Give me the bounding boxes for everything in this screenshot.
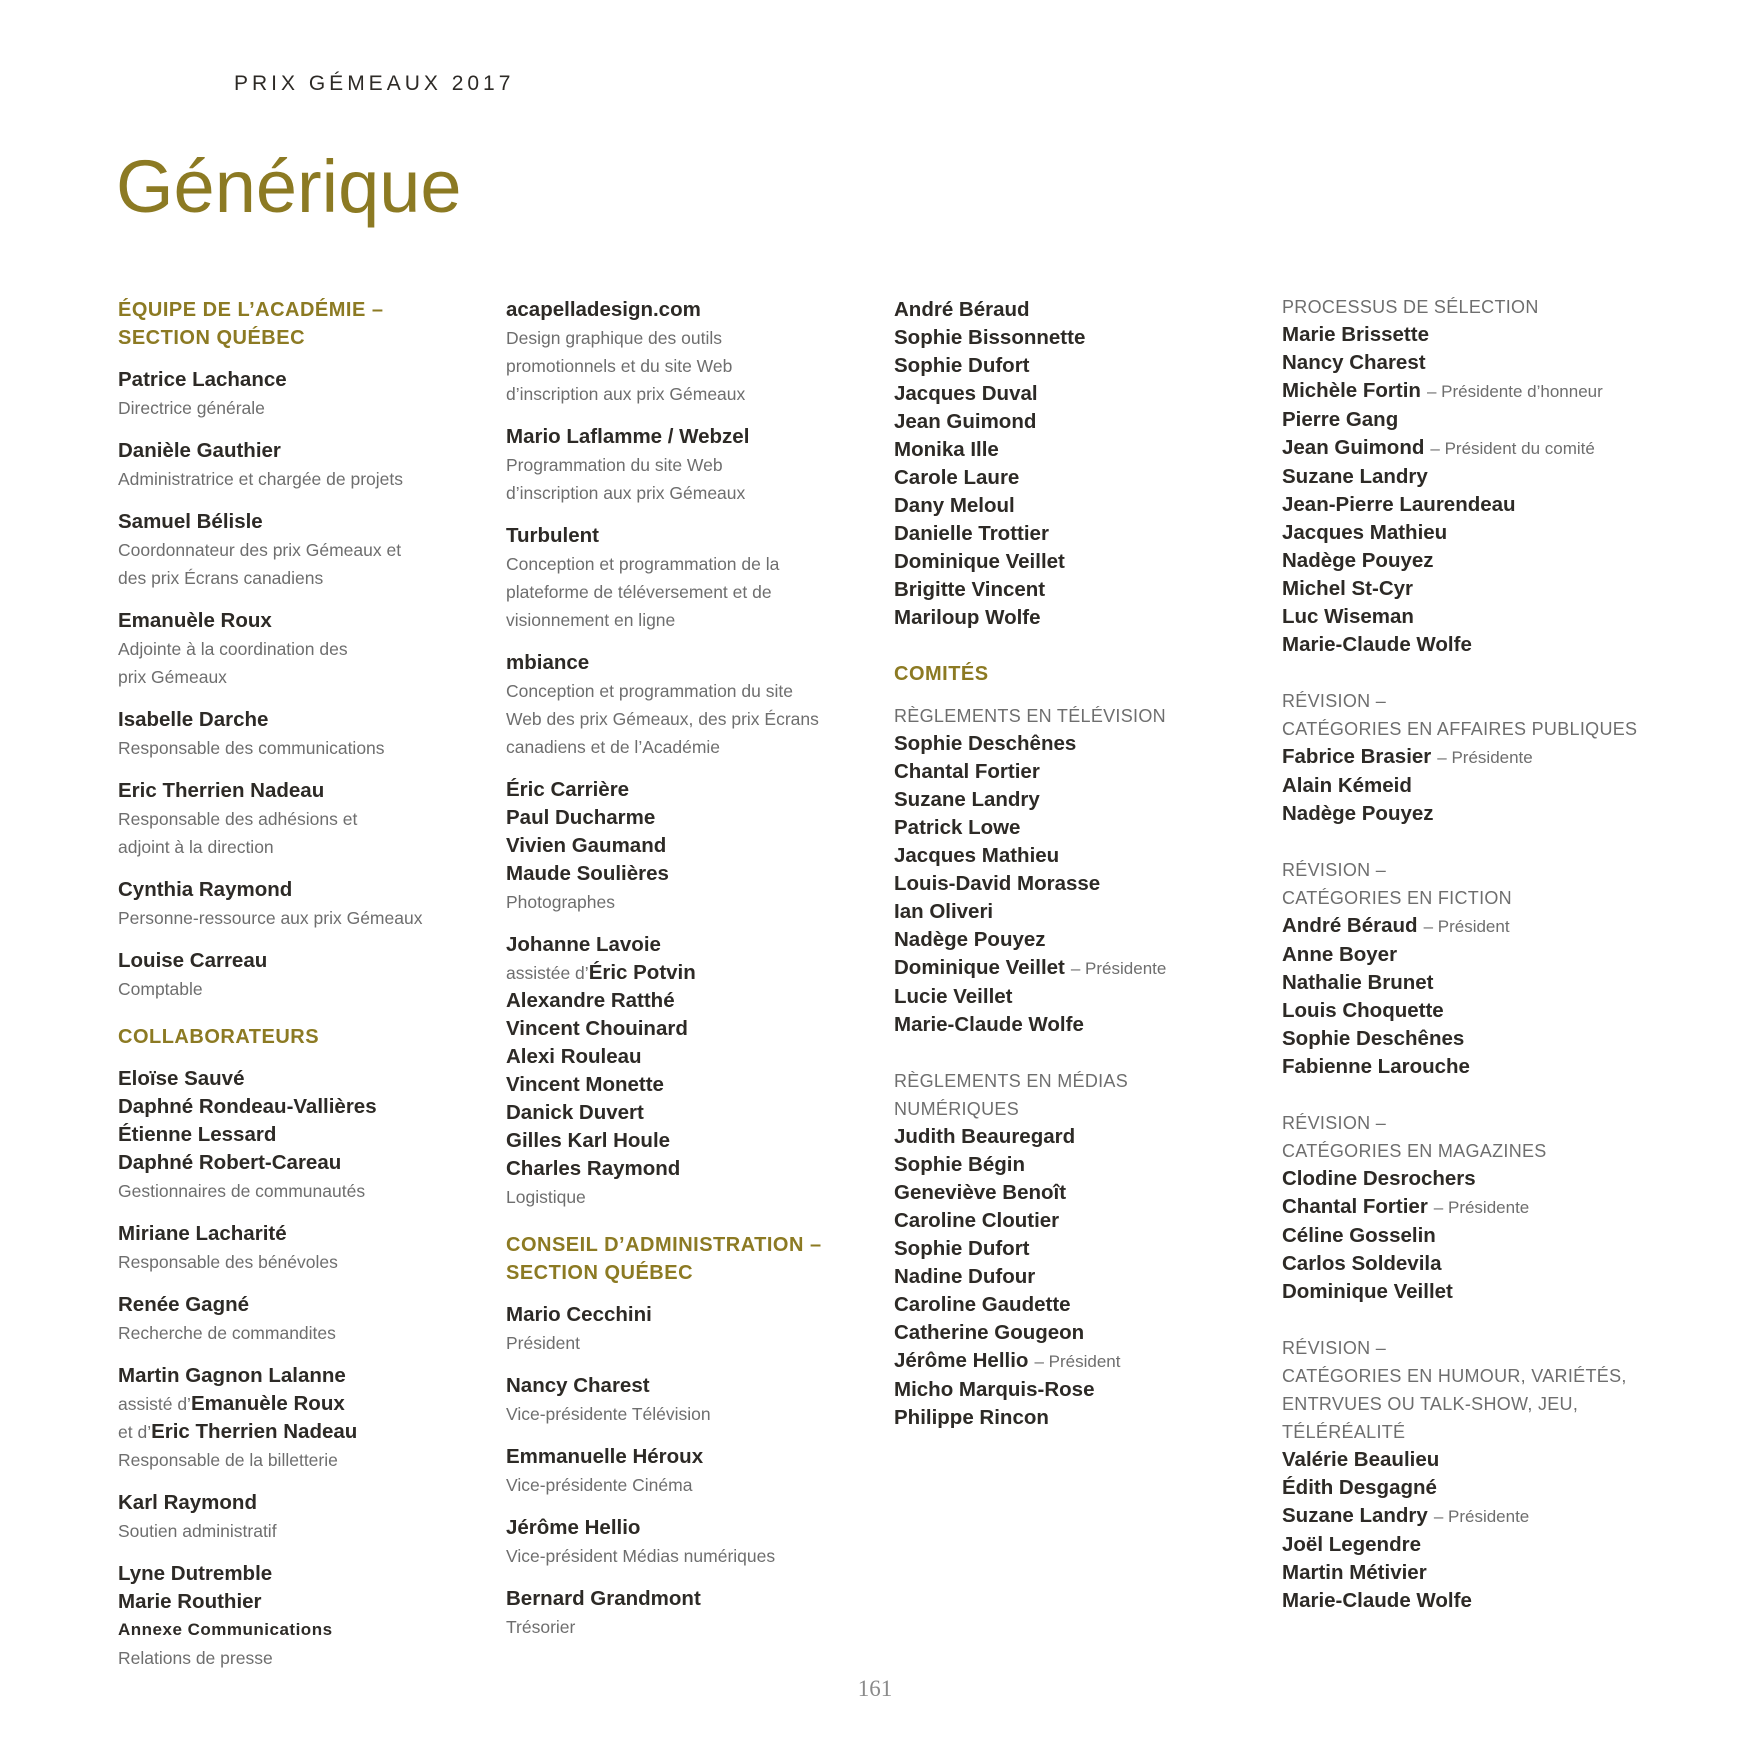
person-name: Karl Raymond: [118, 1491, 257, 1514]
credit-entry: [506, 522, 866, 634]
committee-title: RÉVISION –: [1282, 1338, 1387, 1358]
logistics-group: [506, 931, 866, 1211]
committee-member: [1282, 603, 1682, 631]
person-name: Marie Routhier: [118, 1590, 262, 1613]
person-name: Édith Desgagné: [1282, 1476, 1437, 1499]
person-name: Cynthia Raymond: [118, 878, 293, 901]
person-name: Carlos Soldevila: [1282, 1252, 1442, 1275]
person-name: Chantal Fortier: [894, 760, 1040, 783]
person-name: Alain Kémeid: [1282, 774, 1412, 797]
credit-entry: [118, 1220, 478, 1276]
credit-entry: [118, 1362, 478, 1474]
committee-title: CATÉGORIES EN HUMOUR, VARIÉTÉS,: [1282, 1366, 1627, 1386]
person-name: Jacques Mathieu: [894, 844, 1060, 867]
person-role: Recherche de commandites: [118, 1323, 336, 1343]
person-name: Lyne Dutremble: [118, 1562, 273, 1585]
person-name: Pierre Gang: [1282, 408, 1399, 431]
committee: [1282, 293, 1682, 659]
committee-member: [1282, 1587, 1682, 1615]
person-name: Miriane Lacharité: [118, 1222, 287, 1245]
publication-header: PRIX GÉMEAUX 2017: [234, 72, 515, 95]
person-role: Vice-présidente Cinéma: [506, 1475, 693, 1495]
person-name: Danièle Gauthier: [118, 439, 281, 462]
committee-title: TÉLÉRÉALITÉ: [1282, 1422, 1406, 1442]
person-name: mbiance: [506, 651, 590, 674]
committee: [1282, 1109, 1682, 1306]
committee-member: [1282, 941, 1682, 969]
person-name: Jean Guimond: [1282, 436, 1425, 459]
person-name: Nadège Pouyez: [1282, 549, 1434, 572]
person-role: canadiens et de l’Académie: [506, 737, 721, 757]
person-name: Alexandre Ratthé: [506, 989, 675, 1012]
committee-member: [894, 1347, 1254, 1376]
person-name: Suzane Landry: [1282, 465, 1428, 488]
credit-entry: [506, 1443, 866, 1499]
person-name: Sophie Bégin: [894, 1153, 1025, 1176]
person-role: Personne-ressource aux prix Gémeaux: [118, 908, 423, 928]
person-name: Caroline Gaudette: [894, 1293, 1071, 1316]
person-name: Dominique Veillet: [1282, 1280, 1453, 1303]
person-role: Directrice générale: [118, 398, 265, 418]
person-name: Turbulent: [506, 524, 599, 547]
committee-member: [1282, 547, 1682, 575]
person-name: Eloïse Sauvé: [118, 1067, 245, 1090]
committee-member: [894, 983, 1254, 1011]
person-name: André Béraud: [894, 298, 1030, 321]
committee-member: [894, 1207, 1254, 1235]
person-name: Jacques Mathieu: [1282, 521, 1448, 544]
credit-entry: [506, 1585, 866, 1641]
committee-title: CATÉGORIES EN MAGAZINES: [1282, 1141, 1547, 1161]
committee-member: [1282, 434, 1682, 463]
person-name: Alexi Rouleau: [506, 1045, 642, 1068]
committee-member: [894, 1151, 1254, 1179]
committee-member: [1282, 912, 1682, 941]
person-name: Clodine Desrochers: [1282, 1167, 1476, 1190]
person-name: Nancy Charest: [506, 1374, 650, 1397]
page-title: Générique: [116, 145, 462, 228]
person-name: Johanne Lavoie: [506, 933, 661, 956]
person-role: Web des prix Gémeaux, des prix Écrans: [506, 709, 819, 729]
person-name: Danick Duvert: [506, 1101, 644, 1124]
person-name: Gilles Karl Houle: [506, 1129, 671, 1152]
person-name: acapelladesign.com: [506, 298, 701, 321]
person-name: Daphné Robert-Careau: [118, 1151, 342, 1174]
committee-member: [1282, 969, 1682, 997]
person-name: Lucie Veillet: [894, 985, 1013, 1008]
person-role: d’inscription aux prix Gémeaux: [506, 483, 746, 503]
person-role: Adjointe à la coordination des: [118, 639, 348, 659]
committee-member: [1282, 463, 1682, 491]
person-name: Céline Gosselin: [1282, 1224, 1436, 1247]
committee-member: [1282, 491, 1682, 519]
equipe-list: [118, 366, 478, 1003]
committee-member: [1282, 321, 1682, 349]
committee-member: [1282, 377, 1682, 406]
committee-title: RÉVISION –: [1282, 860, 1387, 880]
person-role: promotionnels et du site Web: [506, 356, 733, 376]
person-name: Louise Carreau: [118, 949, 268, 972]
vendor-list: [506, 296, 866, 761]
person-name: Samuel Bélisle: [118, 510, 263, 533]
credit-entry: [118, 1489, 478, 1545]
person-name: Micho Marquis-Rose: [894, 1378, 1095, 1401]
person-name: Carole Laure: [894, 466, 1020, 489]
committee-member: [894, 1404, 1254, 1432]
person-name: Monika Ille: [894, 438, 999, 461]
column-4: [1282, 293, 1682, 1643]
person-name: Eric Therrien Nadeau: [118, 779, 325, 802]
person-role: Vice-présidente Télévision: [506, 1404, 711, 1424]
credit-entry: [118, 607, 478, 691]
column-3: [894, 296, 1254, 1460]
person-name: Philippe Rincon: [894, 1406, 1049, 1429]
person-role: Président: [506, 1333, 580, 1353]
person-role: Responsable de la billetterie: [118, 1450, 338, 1470]
committee-title: PROCESSUS DE SÉLECTION: [1282, 297, 1539, 317]
committee-member: [1282, 1193, 1682, 1222]
committee-list: [1282, 293, 1682, 1615]
person-name: Dominique Veillet: [894, 550, 1065, 573]
committee-member: [1282, 772, 1682, 800]
person-name: Vincent Monette: [506, 1073, 664, 1096]
person-role: adjoint à la direction: [118, 837, 274, 857]
person-role: Responsable des communications: [118, 738, 385, 758]
board-names: [894, 296, 1254, 632]
committee: [1282, 856, 1682, 1081]
person-name: Mariloup Wolfe: [894, 606, 1041, 629]
person-name: Jérôme Hellio: [506, 1516, 641, 1539]
committee-member: [1282, 1559, 1682, 1587]
person-role: Conception et programmation du site: [506, 681, 793, 701]
member-role: – Président: [1034, 1352, 1121, 1371]
credit-entry: [506, 649, 866, 761]
credit-entry: [118, 1291, 478, 1347]
committee-member: [894, 954, 1254, 983]
credit-entry: [506, 1372, 866, 1428]
person-name: Martin Gagnon Lalanne: [118, 1364, 346, 1387]
photographers-group: [506, 776, 866, 916]
person-role: Programmation du site Web: [506, 455, 723, 475]
person-role: Coordonnateur des prix Gémeaux et: [118, 540, 402, 560]
section-title-conseil: CONSEIL D’ADMINISTRATION – SECTION QUÉBEC: [506, 1234, 822, 1284]
person-name: Marie Brissette: [1282, 323, 1429, 346]
person-role: Responsable des bénévoles: [118, 1252, 338, 1272]
committee-tv: [894, 702, 1254, 1039]
person-name: Nadège Pouyez: [894, 928, 1046, 951]
person-name: Fabienne Larouche: [1282, 1055, 1470, 1078]
credit-entry: [118, 947, 478, 1003]
person-role: des prix Écrans canadiens: [118, 568, 324, 588]
committee-member: [894, 814, 1254, 842]
member-role: – Président du comité: [1430, 439, 1595, 458]
person-role: Vice-président Médias numériques: [506, 1546, 776, 1566]
committee-member: [1282, 1474, 1682, 1502]
community-group: [118, 1065, 478, 1205]
person-name: Caroline Cloutier: [894, 1209, 1060, 1232]
committee-member: [1282, 1222, 1682, 1250]
person-role: Logistique: [506, 1187, 586, 1207]
person-name: Michel St-Cyr: [1282, 577, 1413, 600]
committee-member: [1282, 1053, 1682, 1081]
person-name: Emmanuelle Héroux: [506, 1445, 704, 1468]
person-name: Suzane Landry: [894, 788, 1040, 811]
member-role: – Présidente: [1070, 959, 1167, 978]
committee-title: CATÉGORIES EN FICTION: [1282, 888, 1512, 908]
credit-entry: [118, 706, 478, 762]
person-name: Danielle Trottier: [894, 522, 1049, 545]
press-group: [118, 1560, 478, 1672]
person-role: Responsable des adhésions et: [118, 809, 358, 829]
person-name: Jérôme Hellio: [894, 1349, 1029, 1372]
committee-title: RÉVISION –: [1282, 691, 1387, 711]
credit-entry: [118, 508, 478, 592]
committee-member: [1282, 349, 1682, 377]
person-name: Martin Métivier: [1282, 1561, 1427, 1584]
committee-member: [1282, 1502, 1682, 1531]
person-role: visionnement en ligne: [506, 610, 676, 630]
person-name: Anne Boyer: [1282, 943, 1398, 966]
person-name: André Béraud: [1282, 914, 1418, 937]
person-name: Patrick Lowe: [894, 816, 1021, 839]
person-role: Administratrice et chargée de projets: [118, 469, 403, 489]
credit-entry: [506, 1301, 866, 1357]
committee-member: [894, 1376, 1254, 1404]
person-name: Jean Guimond: [894, 410, 1037, 433]
committee-member: [894, 786, 1254, 814]
member-role: – Président: [1423, 917, 1510, 936]
member-role: – Présidente: [1437, 748, 1533, 767]
person-name: Éric Carrière: [506, 778, 630, 801]
section-title-equipe: ÉQUIPE DE L’ACADÉMIE – SECTION QUÉBEC: [118, 299, 384, 349]
person-role: d’inscription aux prix Gémeaux: [506, 384, 746, 404]
committee-title: CATÉGORIES EN AFFAIRES PUBLIQUES: [1282, 719, 1638, 739]
person-role: Trésorier: [506, 1617, 576, 1637]
board-list: [506, 1301, 866, 1641]
person-name: Sophie Dufort: [894, 1237, 1030, 1260]
credit-entry: [118, 366, 478, 422]
person-name: Nathalie Brunet: [1282, 971, 1434, 994]
person-name: Daphné Rondeau-Vallières: [118, 1095, 377, 1118]
assistant-line: et d’Eric Therrien Nadeau: [118, 1420, 358, 1443]
committee-member: [1282, 997, 1682, 1025]
person-name: Valérie Beaulieu: [1282, 1448, 1440, 1471]
member-role: – Présidente: [1433, 1198, 1530, 1217]
committee-member: [1282, 406, 1682, 434]
committee-member: [1282, 1278, 1682, 1306]
person-name: Brigitte Vincent: [894, 578, 1046, 601]
person-role: Conception et programmation de la: [506, 554, 780, 574]
member-role: – Présidente: [1433, 1507, 1530, 1526]
agency-name: Annexe Communications: [118, 1620, 333, 1639]
credit-entry: [118, 777, 478, 861]
committee-member: [1282, 1531, 1682, 1559]
person-name: Charles Raymond: [506, 1157, 681, 1180]
person-name: Mario Cecchini: [506, 1303, 652, 1326]
column-2: [506, 296, 866, 1656]
credit-entry: [118, 437, 478, 493]
person-role: Relations de presse: [118, 1648, 273, 1668]
person-name: Étienne Lessard: [118, 1123, 277, 1146]
committee-member: [1282, 1165, 1682, 1193]
person-role: Design graphique des outils: [506, 328, 722, 348]
person-role: Comptable: [118, 979, 203, 999]
person-name: Patrice Lachance: [118, 368, 287, 391]
person-name: Marie-Claude Wolfe: [894, 1013, 1084, 1036]
committee-member: [894, 1011, 1254, 1039]
committee-title: RÉVISION –: [1282, 1113, 1387, 1133]
committee-member: [1282, 519, 1682, 547]
committee-media: [894, 1067, 1254, 1432]
committee: [1282, 1334, 1682, 1615]
person-name: Nancy Charest: [1282, 351, 1426, 374]
committee-member: [1282, 631, 1682, 659]
person-name: Vincent Chouinard: [506, 1017, 688, 1040]
person-name: Louis Choquette: [1282, 999, 1444, 1022]
committee-member: [894, 758, 1254, 786]
person-name: Jean-Pierre Laurendeau: [1282, 493, 1516, 516]
committee-member: [1282, 575, 1682, 603]
person-name: Fabrice Brasier: [1282, 745, 1432, 768]
person-name: Judith Beauregard: [894, 1125, 1076, 1148]
committee-member: [894, 898, 1254, 926]
section-title-collaborateurs: COLLABORATEURS: [118, 1026, 320, 1048]
person-name: Paul Ducharme: [506, 806, 656, 829]
committee-title: RÈGLEMENTS EN MÉDIAS: [894, 1071, 1129, 1091]
person-name: Suzane Landry: [1282, 1504, 1428, 1527]
committee-member: [894, 1263, 1254, 1291]
person-name: Joël Legendre: [1282, 1533, 1421, 1556]
person-name: Ian Oliveri: [894, 900, 994, 923]
page-number: 161: [857, 1676, 893, 1701]
committee-title: ENTRVUES OU TALK-SHOW, JEU,: [1282, 1394, 1579, 1414]
person-role: plateforme de téléversement et de: [506, 582, 772, 602]
person-name: Catherine Gougeon: [894, 1321, 1085, 1344]
committee-member: [894, 870, 1254, 898]
person-name: Geneviève Benoît: [894, 1181, 1067, 1204]
member-role: – Présidente d’honneur: [1426, 382, 1603, 401]
person-role: Gestionnaires de communautés: [118, 1181, 366, 1201]
person-name: Renée Gagné: [118, 1293, 250, 1316]
committee-member: [1282, 1250, 1682, 1278]
credit-entry: [118, 876, 478, 932]
credit-entry: [506, 1514, 866, 1570]
person-name: Sophie Bissonnette: [894, 326, 1086, 349]
person-name: Emanuèle Roux: [118, 609, 272, 632]
credit-entry: [506, 296, 866, 408]
person-name: Marie-Claude Wolfe: [1282, 1589, 1472, 1612]
person-name: Nadège Pouyez: [1282, 802, 1434, 825]
committee-member: [894, 926, 1254, 954]
person-name: Sophie Deschênes: [894, 732, 1077, 755]
committee-title: RÈGLEMENTS EN TÉLÉVISION: [894, 706, 1166, 726]
section-title-comites: COMITÉS: [894, 663, 989, 685]
committee-member: [894, 1123, 1254, 1151]
committee-member: [1282, 1025, 1682, 1053]
person-name: Bernard Grandmont: [506, 1587, 701, 1610]
person-name: Chantal Fortier: [1282, 1195, 1428, 1218]
person-name: Sophie Deschênes: [1282, 1027, 1465, 1050]
credit-entry: [506, 423, 866, 507]
person-name: Jacques Duval: [894, 382, 1038, 405]
committee: [1282, 687, 1682, 828]
person-name: Louis-David Morasse: [894, 872, 1101, 895]
person-name: Luc Wiseman: [1282, 605, 1414, 628]
committee-member: [894, 1179, 1254, 1207]
person-name: Michèle Fortin: [1282, 379, 1421, 402]
person-name: Dominique Veillet: [894, 956, 1065, 979]
person-role: prix Gémeaux: [118, 667, 227, 687]
committee-member: [894, 1235, 1254, 1263]
committee-member: [894, 1319, 1254, 1347]
committee-title: NUMÉRIQUES: [894, 1099, 1020, 1119]
person-name: Dany Meloul: [894, 494, 1015, 517]
committee-member: [894, 730, 1254, 758]
committee-member: [894, 1291, 1254, 1319]
column-1: [118, 296, 478, 1687]
assistant-line: assisté d’Emanuèle Roux: [118, 1392, 345, 1415]
person-name: Sophie Dufort: [894, 354, 1030, 377]
person-name: Nadine Dufour: [894, 1265, 1036, 1288]
person-name: Marie-Claude Wolfe: [1282, 633, 1472, 656]
committee-member: [894, 842, 1254, 870]
person-role: Photographes: [506, 892, 615, 912]
person-role: Soutien administratif: [118, 1521, 277, 1541]
committee-member: [1282, 800, 1682, 828]
person-name: Isabelle Darche: [118, 708, 269, 731]
person-name: Mario Laflamme / Webzel: [506, 425, 750, 448]
assistant-line: assistée d’Éric Potvin: [506, 961, 696, 984]
person-name: Vivien Gaumand: [506, 834, 667, 857]
committee-member: [1282, 1446, 1682, 1474]
committee-member: [1282, 743, 1682, 772]
person-name: Maude Soulières: [506, 862, 669, 885]
